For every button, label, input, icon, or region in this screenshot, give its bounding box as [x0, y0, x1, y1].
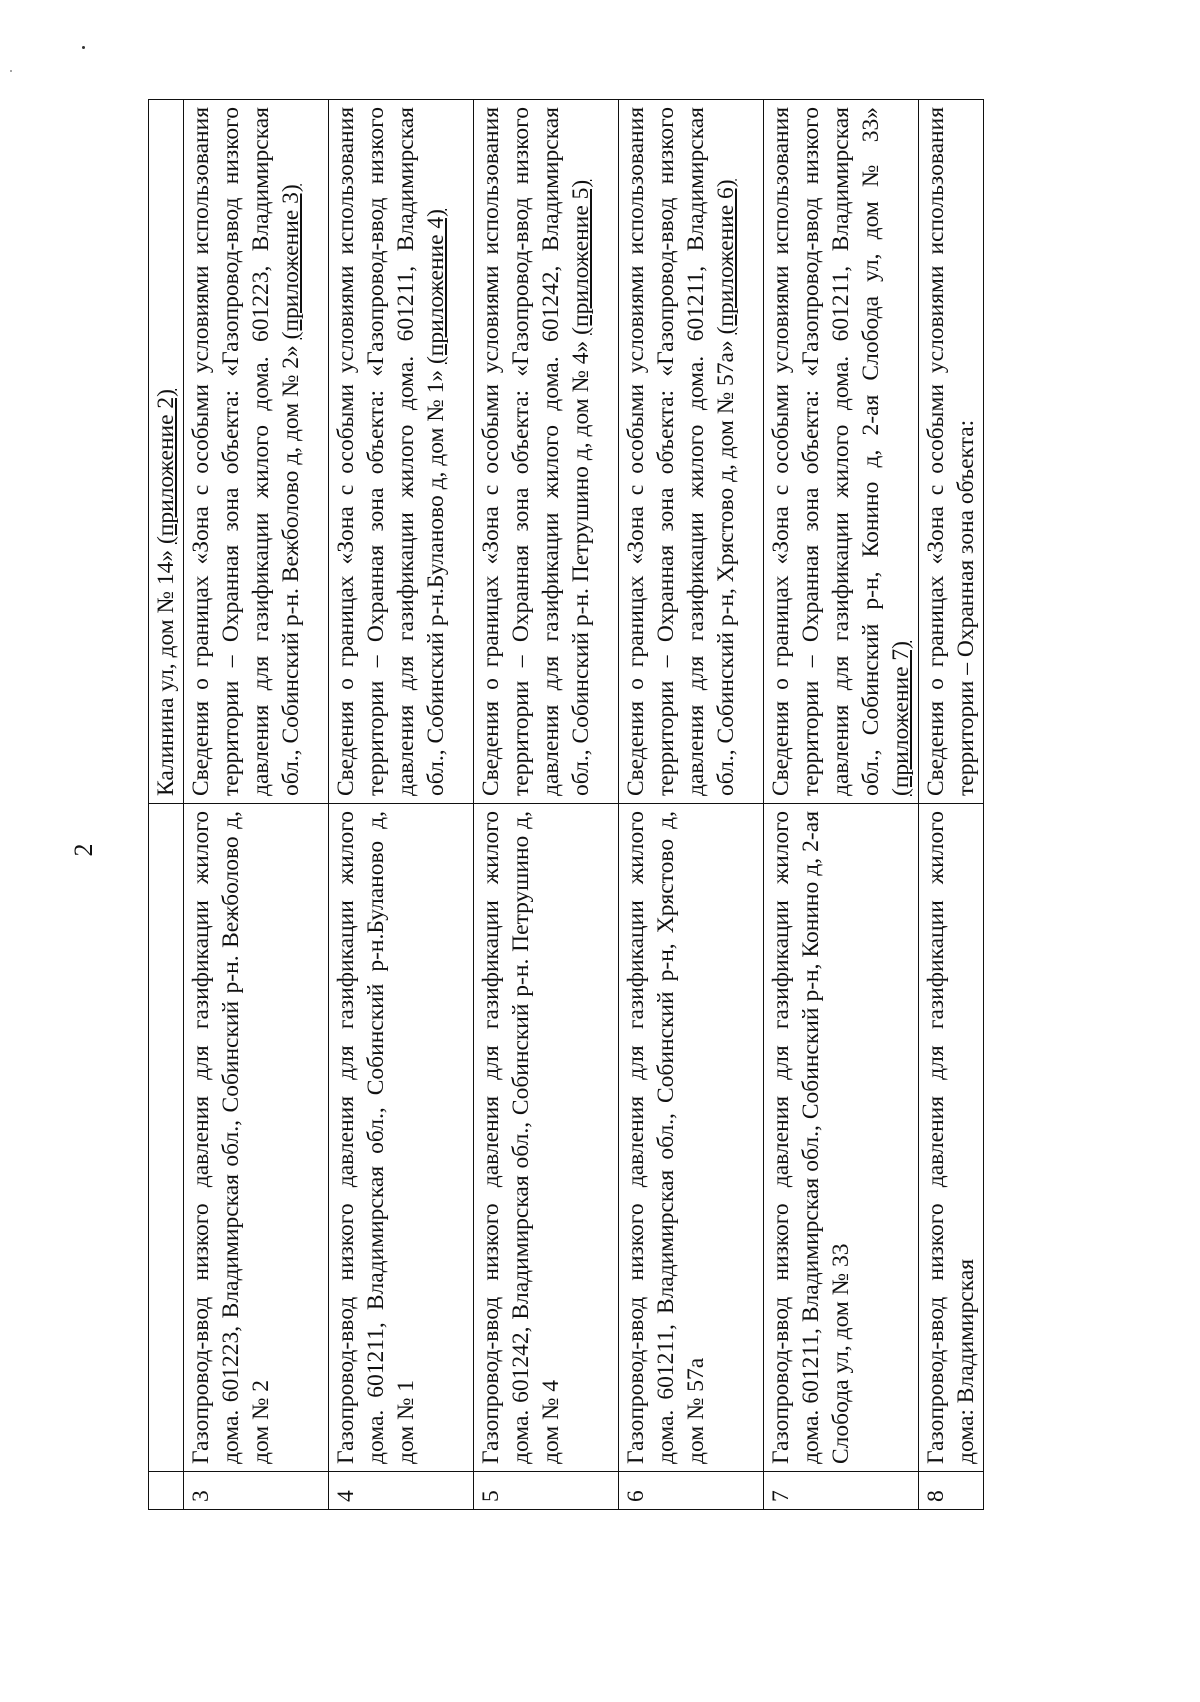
register-table — [148, 100, 1048, 1510]
row-number-cell: 6 — [619, 1472, 764, 1510]
object-cell: Газопровод-ввод низкого давления для газификации жилого дома. 601211, Владимирская обл., Собинский р-н, Хрястово д, дом № 57а — [619, 804, 764, 1472]
info-cell — [474, 100, 619, 804]
info-cell — [184, 100, 329, 804]
annex-reference: (приложение 2) — [153, 389, 179, 545]
info-text: Сведения о границах «Зона с особыми условиями использования территории – Охранная зона объекта: «Газопровод-ввод низкого давления для газификации жилого дома. 601223, Владимирская обл., Собинский р-н. Вежболово д, дом № 2» — [188, 107, 304, 796]
table-row — [184, 100, 329, 1510]
info-cell — [919, 100, 984, 804]
row-number-cell: 7 — [764, 1472, 919, 1510]
info-text: Сведения о границах «Зона с особыми условиями использования территории – Охранная зона объекта: «Газопровод-ввод низкого давления для газификации жилого дома. 601211, Владимирская обл., Собинский р-н.Буланово д, дом № 1» — [333, 107, 449, 796]
table-row — [329, 100, 474, 1510]
annex-reference: (приложение 6) — [713, 179, 739, 335]
info-cell — [149, 100, 184, 804]
row-number-cell — [149, 1472, 184, 1510]
register-table-grid — [148, 99, 984, 1510]
object-cell: Газопровод-ввод низкого давления для газификации жилого дома: Владимирская — [919, 804, 984, 1472]
object-cell: Газопровод-ввод низкого давления для газификации жилого дома. 601211, Владимирская обл., Собинский р-н.Буланово д, дом № 1 — [329, 804, 474, 1472]
table-row — [619, 100, 764, 1510]
annex-reference: (приложение 5) — [568, 179, 594, 335]
object-cell — [149, 804, 184, 1472]
row-number-cell: 5 — [474, 1472, 619, 1510]
object-cell: Газопровод-ввод низкого давления для газификации жилого дома. 601242, Владимирская обл., Собинский р-н. Петрушино д, дом № 4 — [474, 804, 619, 1472]
info-text: Сведения о границах «Зона с особыми условиями использования территории – Охранная зона объекта: «Газопровод-ввод низкого давления для газификации жилого дома. 601211, Владимирская обл., Собинский р-н, Конино д, 2-ая Слобода ул, дом № 33» — [768, 107, 884, 796]
info-cell — [764, 100, 919, 804]
annex-reference: (приложение 3) — [278, 184, 304, 340]
page-number: 2 — [69, 843, 98, 857]
object-cell: Газопровод-ввод низкого давления для газификации жилого дома. 601223, Владимирская обл., Собинский р-н. Вежболово д, дом № 2 — [184, 804, 329, 1472]
object-cell: Газопровод-ввод низкого давления для газификации жилого дома. 601211, Владимирская обл., Собинский р-н, Конино д, 2-ая Слобода ул, дом № 33 — [764, 804, 919, 1472]
info-text: Сведения о границах «Зона с особыми условиями использования территории – Охранная зона объекта: «Газопровод-ввод низкого давления для газификации жилого дома. 601242, Владимирская обл., Собинский р-н. Петрушино д, дом № 4» — [478, 107, 594, 796]
table-row-continuation — [149, 100, 184, 1510]
info-text: Сведения о границах «Зона с особыми условиями использования территории – Охранная зона объекта: «Газопровод-ввод низкого давления для газификации жилого дома. 601211, Владимирская обл., Собинский р-н, Хрястово д, дом № 57а» — [623, 107, 739, 796]
scan-speck — [82, 46, 85, 49]
table-row — [474, 100, 619, 1510]
annex-reference: (приложение 4) — [423, 209, 449, 365]
info-text: Сведения о границах «Зона с особыми условиями использования территории – Охранная зона объекта: — [923, 107, 979, 796]
scan-speck — [10, 70, 12, 72]
info-cell — [329, 100, 474, 804]
row-number-cell: 8 — [919, 1472, 984, 1510]
info-text: Калинина ул, дом № 14» — [153, 549, 179, 796]
annex-reference: (приложение 7) — [888, 640, 914, 796]
info-cell — [619, 100, 764, 804]
table-row — [764, 100, 919, 1510]
table-row — [919, 100, 984, 1510]
row-number-cell: 4 — [329, 1472, 474, 1510]
row-number-cell: 3 — [184, 1472, 329, 1510]
